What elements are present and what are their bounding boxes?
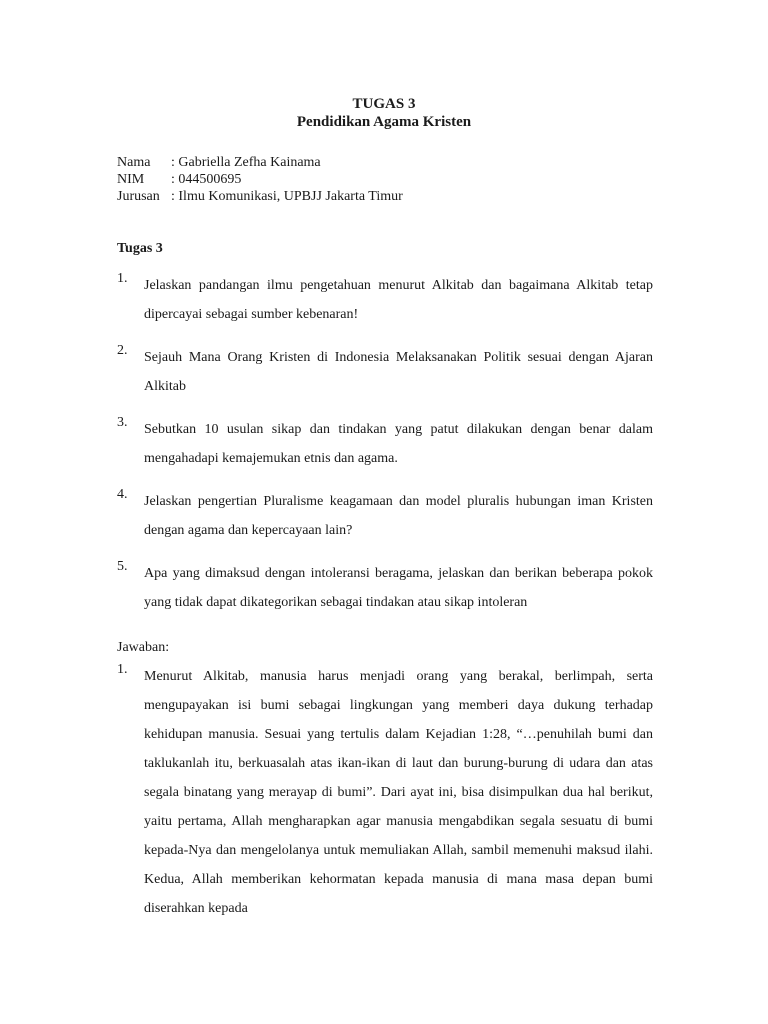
answer-label: Jawaban: <box>117 640 170 655</box>
question-text: Apa yang dimaksud dengan intoleransi beragama, jelaskan dan berikan beberapa pokok yang tidak dapat dikategorikan sebagai tindakan atau sikap intoleran <box>144 566 653 610</box>
question-text: Sejauh Mana Orang Kristen di Indonesia Melaksanakan Politik sesuai dengan Ajaran Alkitab <box>144 350 653 394</box>
student-info <box>117 154 403 205</box>
question-number: 1. <box>117 271 128 286</box>
document-title: TUGAS 3 <box>352 96 416 112</box>
title-block <box>0 95 768 131</box>
info-value: : 044500695 <box>171 172 242 187</box>
question-number: 2. <box>117 343 128 358</box>
question-item <box>117 559 653 617</box>
answer-item <box>117 662 653 923</box>
answer-list <box>117 662 653 923</box>
tugas-heading: Tugas 3 <box>117 241 163 256</box>
question-text: Jelaskan pengertian Pluralisme keagamaan dan model pluralis hubungan iman Kristen dengan agama dan kepercayaan lain? <box>144 494 653 538</box>
student-info-row <box>117 188 403 205</box>
document-subtitle: Pendidikan Agama Kristen <box>296 114 472 130</box>
answer-text: Menurut Alkitab, manusia harus menjadi orang yang berakal, berlimpah, serta mengupayakan isi bumi sebagai lingkungan yang memberi daya dukung terhadap kehidupan manusia. Sesuai yang tertulis dalam Kejadian 1:28, “…penuhilah bumi dan taklukanlah itu, berkuasalah atas ikan-ikan di laut dan burung-burung di udara dan atas segala binatang yang merayap di bumi”. Dari ayat ini, bisa disimpulkan dua hal berikut, yaitu pertama, Allah mengharapkan agar manusia mengabdikan segala sesuatu di bumi kepada-Nya dan mengelolanya untuk memuliakan Allah, sambil memenuhi maksud ilahi. Kedua, Allah memberikan kehormatan kepada manusia di mana masa depan bumi diserahkan kepada <box>144 669 653 916</box>
info-label: NIM <box>117 172 145 187</box>
info-value: : Ilmu Komunikasi, UPBJJ Jakarta Timur <box>171 189 403 204</box>
question-item <box>117 415 653 473</box>
question-number: 3. <box>117 415 128 430</box>
question-text: Sebutkan 10 usulan sikap dan tindakan yang patut dilakukan dengan benar dalam mengahadapi kemajemukan etnis dan agama. <box>144 422 653 466</box>
info-label: Jurusan <box>117 189 160 204</box>
question-item <box>117 271 653 329</box>
student-info-row <box>117 154 403 171</box>
question-list <box>117 271 653 631</box>
student-info-row <box>117 171 403 188</box>
question-text: Jelaskan pandangan ilmu pengetahuan menurut Alkitab dan bagaimana Alkitab tetap dipercayai sebagai sumber kebenaran! <box>144 278 653 322</box>
info-label: Nama <box>117 155 151 170</box>
question-number: 5. <box>117 559 128 574</box>
info-value: : Gabriella Zefha Kainama <box>171 155 321 170</box>
question-item <box>117 487 653 545</box>
question-number: 4. <box>117 487 128 502</box>
question-item <box>117 343 653 401</box>
answer-number: 1. <box>117 662 128 677</box>
